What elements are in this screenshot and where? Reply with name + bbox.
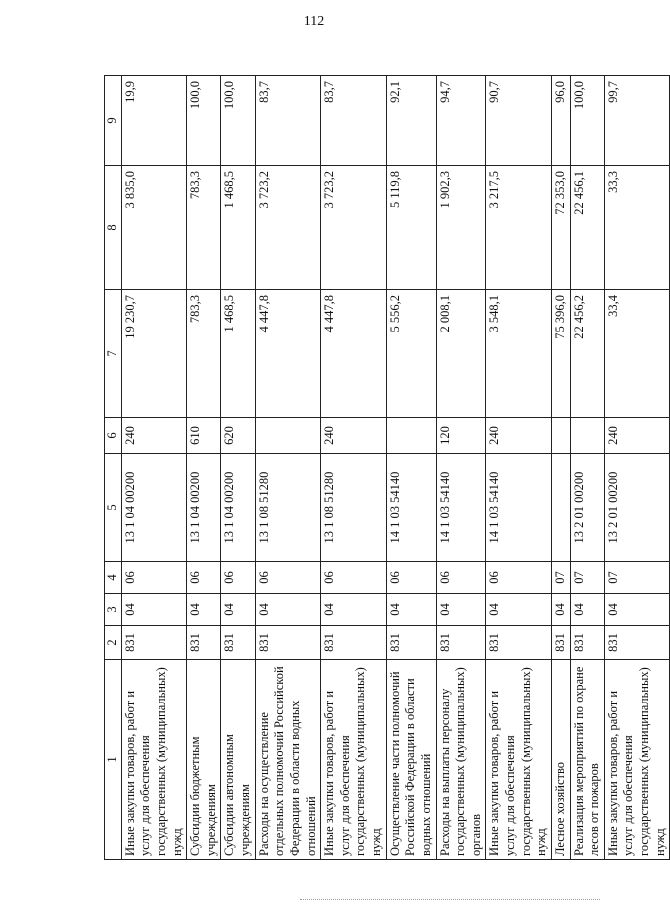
section-cell: 04 xyxy=(436,594,486,626)
subsection-cell: 07 xyxy=(551,562,570,594)
description-cell: Иные закупки товаров, работ и услуг для обеспечения государственных (муниципальных) нужд xyxy=(121,660,187,860)
description-cell: Расходы на осуществление отдельных полномочий Российской Федерации в области водных отношений xyxy=(255,660,321,860)
description-cell: Иные закупки товаров, работ и услуг для обеспечения государственных (муниципальных) нужд xyxy=(321,660,387,860)
actual-amount-cell: 3 723,2 xyxy=(321,166,387,290)
code-cell: 831 xyxy=(187,626,221,660)
expense-type-cell xyxy=(386,418,436,454)
plan-amount-cell: 4 447,8 xyxy=(321,290,387,418)
actual-amount-cell: 1 902,3 xyxy=(436,166,486,290)
description-cell: Расходы на выплаты персоналу государственных (муниципальных) органов xyxy=(436,660,486,860)
plan-amount-cell: 19 230,7 xyxy=(121,290,187,418)
expense-type-cell: 620 xyxy=(221,418,255,454)
subsection-cell: 07 xyxy=(604,562,670,594)
subsection-cell: 06 xyxy=(321,562,387,594)
expense-type-cell: 240 xyxy=(604,418,670,454)
table-row xyxy=(386,76,436,860)
target-article-cell: 13 1 08 51280 xyxy=(321,454,387,562)
target-article-cell: 14 1 03 54140 xyxy=(486,454,552,562)
plan-amount-cell: 22 456,2 xyxy=(570,290,604,418)
actual-amount-cell: 3 723,2 xyxy=(255,166,321,290)
header-cell: 3 xyxy=(105,594,122,626)
description-cell: Лесное хозяйство xyxy=(551,660,570,860)
description-cell: Иные закупки товаров, работ и услуг для обеспечения государственных (муниципальных) нужд xyxy=(604,660,670,860)
percent-cell: 100,0 xyxy=(221,76,255,166)
scan-artifact-line xyxy=(300,899,600,901)
description-cell: Субсидии бюджетным учреждениям xyxy=(187,660,221,860)
expense-type-cell: 120 xyxy=(436,418,486,454)
header-cell: 5 xyxy=(105,454,122,562)
subsection-cell: 07 xyxy=(570,562,604,594)
header-cell: 7 xyxy=(105,290,122,418)
target-article-cell: 13 1 08 51280 xyxy=(255,454,321,562)
plan-amount-cell: 75 396,0 xyxy=(551,290,570,418)
section-cell: 04 xyxy=(187,594,221,626)
header-cell: 6 xyxy=(105,418,122,454)
percent-cell: 90,7 xyxy=(486,76,552,166)
expense-type-cell: 240 xyxy=(486,418,552,454)
target-article-cell: 14 1 03 54140 xyxy=(386,454,436,562)
plan-amount-cell: 1 468,5 xyxy=(221,290,255,418)
target-article-cell: 13 1 04 00200 xyxy=(187,454,221,562)
subsection-cell: 06 xyxy=(221,562,255,594)
actual-amount-cell: 3 835,0 xyxy=(121,166,187,290)
header-cell: 1 xyxy=(105,660,122,860)
actual-amount-cell: 22 456,1 xyxy=(570,166,604,290)
section-cell: 04 xyxy=(321,594,387,626)
target-article-cell: 14 1 03 54140 xyxy=(436,454,486,562)
description-cell: Субсидии автономным учреждениям xyxy=(221,660,255,860)
description-cell: Реализация мероприятий по охране лесов от пожаров xyxy=(570,660,604,860)
percent-cell: 83,7 xyxy=(321,76,387,166)
code-cell: 831 xyxy=(321,626,387,660)
subsection-cell: 06 xyxy=(436,562,486,594)
table-header-row xyxy=(105,76,122,860)
expense-type-cell: 610 xyxy=(187,418,221,454)
target-article-cell: 13 2 01 00200 xyxy=(570,454,604,562)
actual-amount-cell: 72 353,0 xyxy=(551,166,570,290)
section-cell: 04 xyxy=(570,594,604,626)
table-row xyxy=(255,76,321,860)
actual-amount-cell: 1 468,5 xyxy=(221,166,255,290)
table-row xyxy=(551,76,570,860)
table-row xyxy=(570,76,604,860)
subsection-cell: 06 xyxy=(121,562,187,594)
actual-amount-cell: 5 119,8 xyxy=(386,166,436,290)
expense-type-cell xyxy=(551,418,570,454)
code-cell: 831 xyxy=(386,626,436,660)
subsection-cell: 06 xyxy=(486,562,552,594)
plan-amount-cell: 33,4 xyxy=(604,290,670,418)
code-cell: 831 xyxy=(255,626,321,660)
target-article-cell: 13 1 04 00200 xyxy=(121,454,187,562)
table-row xyxy=(604,76,670,860)
table-row xyxy=(436,76,486,860)
code-cell: 831 xyxy=(486,626,552,660)
code-cell: 831 xyxy=(604,626,670,660)
table-row xyxy=(321,76,387,860)
header-cell: 2 xyxy=(105,626,122,660)
percent-cell: 94,7 xyxy=(436,76,486,166)
actual-amount-cell: 783,3 xyxy=(187,166,221,290)
table-row xyxy=(187,76,221,860)
actual-amount-cell: 3 217,5 xyxy=(486,166,552,290)
page-number: 112 xyxy=(303,14,325,29)
plan-amount-cell: 3 548,1 xyxy=(486,290,552,418)
description-cell: Иные закупки товаров, работ и услуг для обеспечения государственных (муниципальных) нужд xyxy=(486,660,552,860)
plan-amount-cell: 5 556,2 xyxy=(386,290,436,418)
percent-cell: 92,1 xyxy=(386,76,436,166)
subsection-cell: 06 xyxy=(187,562,221,594)
header-cell: 4 xyxy=(105,562,122,594)
header-cell: 8 xyxy=(105,166,122,290)
expense-type-cell: 240 xyxy=(321,418,387,454)
actual-amount-cell: 33,3 xyxy=(604,166,670,290)
section-cell: 04 xyxy=(255,594,321,626)
table-row xyxy=(121,76,187,860)
percent-cell: 96,0 xyxy=(551,76,570,166)
percent-cell: 99,7 xyxy=(604,76,670,166)
target-article-cell xyxy=(551,454,570,562)
code-cell: 831 xyxy=(221,626,255,660)
section-cell: 04 xyxy=(604,594,670,626)
expense-type-cell xyxy=(255,418,321,454)
section-cell: 04 xyxy=(486,594,552,626)
expense-type-cell xyxy=(570,418,604,454)
subsection-cell: 06 xyxy=(386,562,436,594)
code-cell: 831 xyxy=(436,626,486,660)
budget-table xyxy=(104,75,670,860)
budget-table-container xyxy=(104,76,667,860)
table-row xyxy=(221,76,255,860)
code-cell: 831 xyxy=(551,626,570,660)
percent-cell: 83,7 xyxy=(255,76,321,166)
target-article-cell: 13 1 04 00200 xyxy=(221,454,255,562)
header-cell: 9 xyxy=(105,76,122,166)
description-cell: Осуществление части полномочий Российской Федерации в области водных отношений xyxy=(386,660,436,860)
code-cell: 831 xyxy=(121,626,187,660)
code-cell: 831 xyxy=(570,626,604,660)
subsection-cell: 06 xyxy=(255,562,321,594)
section-cell: 04 xyxy=(551,594,570,626)
plan-amount-cell: 4 447,8 xyxy=(255,290,321,418)
section-cell: 04 xyxy=(121,594,187,626)
table-row xyxy=(486,76,552,860)
plan-amount-cell: 783,3 xyxy=(187,290,221,418)
percent-cell: 100,0 xyxy=(187,76,221,166)
percent-cell: 100,0 xyxy=(570,76,604,166)
expense-type-cell: 240 xyxy=(121,418,187,454)
section-cell: 04 xyxy=(221,594,255,626)
percent-cell: 19,9 xyxy=(121,76,187,166)
plan-amount-cell: 2 008,1 xyxy=(436,290,486,418)
target-article-cell: 13 2 01 00200 xyxy=(604,454,670,562)
section-cell: 04 xyxy=(386,594,436,626)
